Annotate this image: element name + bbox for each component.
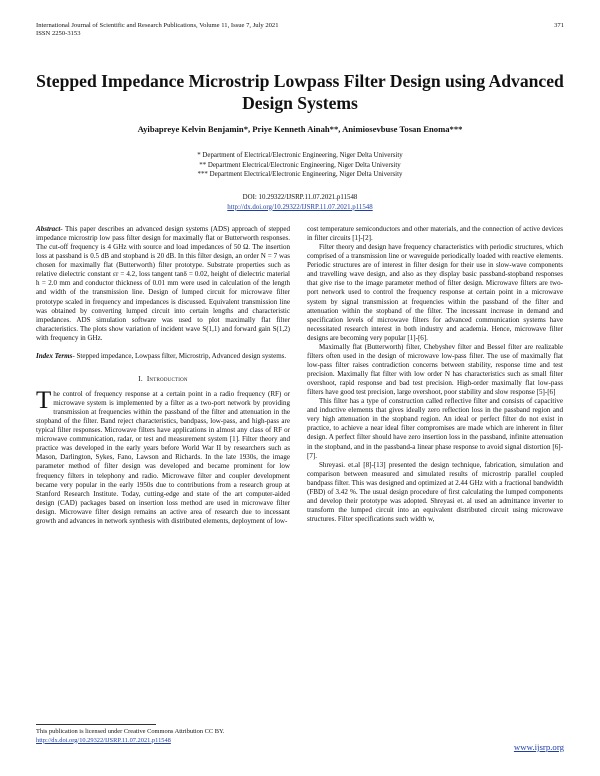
- license-text: This publication is licensed under Creative Commons Attribution CC BY.: [36, 728, 225, 735]
- section-title: Introduction: [146, 374, 188, 383]
- affiliation-1: * Department of Electrical/Electronic Engineering, Niger Delta University: [197, 152, 403, 159]
- index-terms-label: Index Terms: [36, 351, 73, 360]
- body-paragraph-2: Filter theory and design have frequency characteristics with periodic structures, which comprised of a transmission line or waveguide periodically loaded with reactive elements. Periodic structures are of interest in filter design for their use in slow-wave components and travelling wave design, and also as they display basic passband-stopband responses that give rise to the image parameter method of filter design. Microwave filters are two-port network used to control the frequency response at certain point in a microwave system by signal transmission at frequencies within the passband of the filter and attenuation within the stopband of the filter. The incessant increase in demand and specification levels of microwave filters for advanced communication systems have necessitated research interest in both industry and academia. Hence, microwave filter designs are becoming very popular [1]-[6].: [307, 243, 563, 342]
- affiliation-2: ** Department Electrical/Electronic Engineering, Niger Delta University: [199, 161, 401, 169]
- section-number: I.: [138, 374, 143, 383]
- intro-text: he control of frequency response at a certain point in a radio frequency (RF) or microwave system is implemented by a filter as a two-port network by providing transmission at frequencies within the passband of the filter and attenuation in the stopband of the filter. Band reject characteristics, bandpass, low-pass, and high-pass are typical filter responses. Microwave filters have applications in almost any class of RF or microwave communication, radar, or test and measurement system [1]. Filter theory and practice was developed in the early years before World War II by researchers such as Mason, Darlington, Sykes, Fano, Lawson and Richards. In the late 1930s, the image parameter method of filter design was developed and became prominent for low frequency filters in telephony and radio. Microwave filter and coupler development became very popular in the early 1950s due to contributions from a research group at Stanford Research Institute. Today, cutting-edge and state of the art computer-aided design (CAD) packages based on insertion loss method are used in microwave filter design. Microwave filter design remains an active area of research due to incessant growth and advances in network synthesis with distributed elements, deployment of low-: [36, 389, 290, 525]
- section-heading: [36, 375, 290, 384]
- footer: [36, 728, 224, 745]
- author-list: Ayibapreye Kelvin Benjamin*, Priye Kenneth Ainah**, Animiosevbuse Tosan Enoma***: [137, 124, 463, 134]
- abstract-label: Abstract: [36, 225, 61, 233]
- left-column: [36, 225, 290, 526]
- abstract-text: - This paper describes an advanced design systems (ADS) approach of stepped impedance microstrip low pass filter design for maximally flat or Butterworth responses. The cut-off frequency is 4 GHz with source and load impedances of 50 Ω. The insertion loss at passband is 0.5 dB and stopband is 20 dB. In this filter design, an order N = 7 was chosen for maximally flat (Butterworth) filter prototype. Substrate properties such as relative dielectric constant εr = 4.2, loss tangent tanδ = 0.02, height of dielectric material h = 2.0 mm and conductor thickness of 0.01 mm were used in calculation of the length and width of the transmission line. Design of lumped circuit for microwave filter prototype scaled in frequency and impedances is discussed. Equivalent transmission line was obtained by converting lumped circuit into certain lengths and characteristic impedances. ADS simulation software was used to plot maximally flat filter characteristics. The plots show variation of incident wave S(1,1) and forward gain S(1,2) with frequency in GHz.: [36, 225, 290, 342]
- affiliation-3: *** Department Electrical/Electronic Engineering, Niger Delta University: [197, 171, 403, 179]
- abstract: [36, 225, 290, 343]
- intro-paragraph: [36, 386, 290, 526]
- footer-doi-link[interactable]: http://dx.doi.org/10.29322/IJSRP.11.07.2021.p11548: [36, 736, 171, 744]
- body-paragraph-5: Shreyasi. et.al [8]-[13] presented the design technique, fabrication, simulation and comparison between measured and simulated results of microstrip parallel coupled bandpass filter. This was designed and optimized at 2.44 GHz with a fractional bandwidth (FBD) of 3.42 %. The usual design procedure of first calculating the lumped components and develop their prototype was adopted. Shreyasi et. al used an admittance inverter to transform the lumped circuit into an equivalent distributed circuit using microwave structures. Filter specifications such width w,: [307, 460, 563, 523]
- issn: ISSN 2250-3153: [36, 30, 81, 38]
- index-terms-text: - Stepped impedance, Lowpass filter, Microstrip, Advanced design systems.: [72, 351, 287, 360]
- journal-name: International Journal of Scientific and Research Publications, Volume 11, Issue 7, July 2021: [36, 22, 279, 29]
- body-paragraph-3: Maximally flat (Butterworth) filter, Chebyshev filter and Bessel filter are realizable filters often used in the design of microwave low-pass filter. The use of maximally flat low-pass filter raises contradiction concerns between stability, response time and test precision. Maximally flat filter with low order N has characteristics such as small filter overshoot, rapid response and bad test precision. High-order maximally flat low-pass filters have good test precision, large overshoot, poor stability and slow response [5]-[6]: [307, 342, 563, 397]
- drop-cap: T: [36, 386, 52, 414]
- body-paragraph-1: cost temperature semiconductors and other materials, and the connection of active devices in filter circuits [1]-[2].: [307, 225, 563, 243]
- paper-title: Stepped Impedance Microstrip Lowpass Filter Design using Advanced Design Systems: [36, 71, 564, 113]
- journal-website-link[interactable]: www.ijsrp.org: [513, 742, 564, 752]
- footer-rule: [36, 724, 156, 725]
- doi-block: [30, 193, 570, 212]
- body-paragraph-4: This filter has a type of construction called reflective filter and consists of capacitive and inductive elements that gives ideally zero reflection loss in the passband region and very high attenuation in the stopband region. An ideal or perfect filter do not exist in practice, to achieve a near ideal filter compromises are made which are inherent in filter design. A perfect filter should have zero insertion loss in the passband, infinite attenuation in the stopband, and in the passband-a linear phase response to avoid signal distortion [6]-[7].: [307, 397, 563, 460]
- affiliations: [30, 151, 570, 180]
- index-terms: [36, 352, 290, 361]
- running-header: [36, 22, 279, 38]
- doi-link[interactable]: http://dx.doi.org/10.29322/IJSRP.11.07.2021.p11548: [227, 203, 373, 211]
- right-column: [307, 225, 563, 524]
- page-number: 371: [554, 22, 564, 29]
- doi-label: DOI: 10.29322/IJSRP.11.07.2021.p11548: [242, 194, 358, 201]
